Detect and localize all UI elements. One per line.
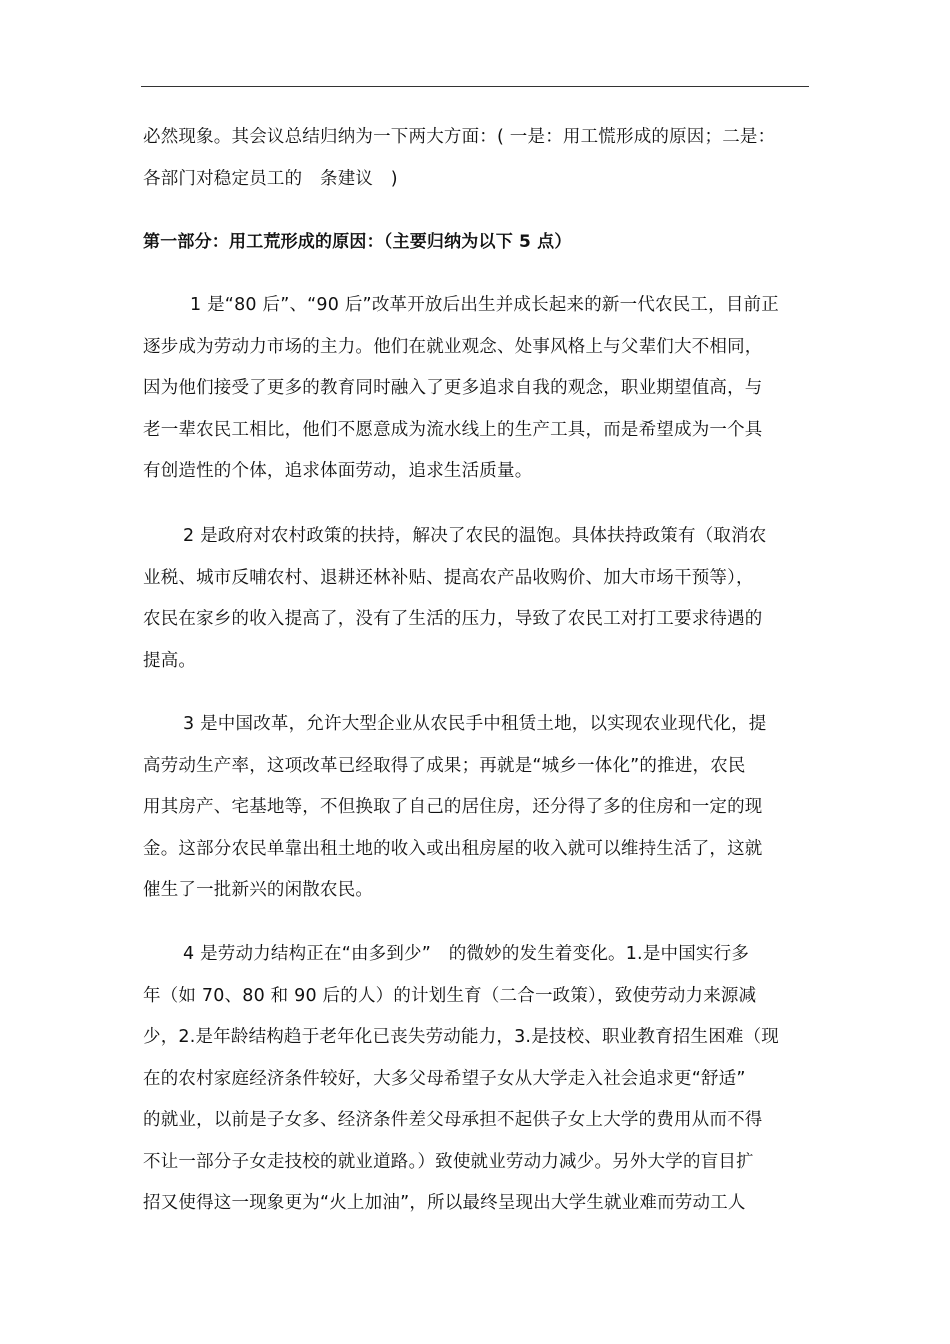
text-line: 有创造性的个体，追求体面劳动，追求生活质量。 <box>143 461 533 481</box>
text-line: 少，2.是年龄结构趋于老年化已丧失劳动能力，3.是技校、职业教育招生困难（现 <box>143 1027 779 1047</box>
text-line: 的就业，以前是子女多、经济条件差父母承担不起供子女上大学的费用从而不得 <box>143 1110 763 1130</box>
text-line: 在的农村家庭经济条件较好，大多父母希望子女从大学走入社会追求更“舒适” <box>143 1069 746 1089</box>
text-line: 催生了一批新兴的闲散农民。 <box>143 880 374 900</box>
text-line: 提高。 <box>143 651 197 671</box>
text-line: 逐步成为劳动力市场的主力。他们在就业观念、处事风格上与父辈们大不相同， <box>143 337 763 357</box>
text-line: 老一辈农民工相比，他们不愿意成为流水线上的生产工具，而是希望成为一个具 <box>143 420 763 440</box>
text-line: 农民在家乡的收入提高了，没有了生活的压力，导致了农民工对打工要求待遇的 <box>143 609 763 629</box>
text-line: 3 是中国改革，允许大型企业从农民手中租赁土地，以实现农业现代化，提 <box>183 714 767 734</box>
text-line: 必然现象。其会议总结归纳为一下两大方面：( 一是：用工慌形成的原因；二是： <box>143 127 776 147</box>
text-line: 招又使得这一现象更为“火上加油”，所以最终呈现出大学生就业难而劳动工人 <box>143 1193 746 1213</box>
text-line: 年（如 70、80 和 90 后的人）的计划生育（二合一政策），致使劳动力来源减 <box>143 986 757 1006</box>
text-line: 高劳动生产率，这项改革已经取得了成果；再就是“城乡一体化”的推进，农民 <box>143 756 746 776</box>
text-line: 各部门对稳定员工的 条建议 ) <box>143 169 398 189</box>
section-heading: 第一部分：用工荒形成的原因：（主要归纳为以下 5 点） <box>143 232 572 252</box>
header-rule <box>141 86 809 87</box>
text-line: 金。这部分农民单靠出租土地的收入或出租房屋的收入就可以维持生活了，这就 <box>143 839 763 859</box>
text-line: 1 是“80 后”、“90 后”改革开放后出生并成长起来的新一代农民工，目前正 <box>190 295 779 315</box>
text-line: 因为他们接受了更多的教育同时融入了更多追求自我的观念，职业期望值高，与 <box>143 378 763 398</box>
text-line: 4 是劳动力结构正在“由多到少” 的微妙的发生着变化。1.是中国实行多 <box>183 944 750 964</box>
text-line: 业税、城市反哺农村、退耕还林补贴、提高农产品收购价、加大市场干预等）， <box>143 568 754 588</box>
text-line: 不让一部分子女走技校的就业道路。）致使就业劳动力减少。另外大学的盲目扩 <box>143 1152 754 1172</box>
text-line: 2 是政府对农村政策的扶持，解决了农民的温饱。具体扶持政策有（取消农 <box>183 526 767 546</box>
text-line: 用其房产、宅基地等，不但换取了自己的居住房，还分得了多的住房和一定的现 <box>143 797 763 817</box>
